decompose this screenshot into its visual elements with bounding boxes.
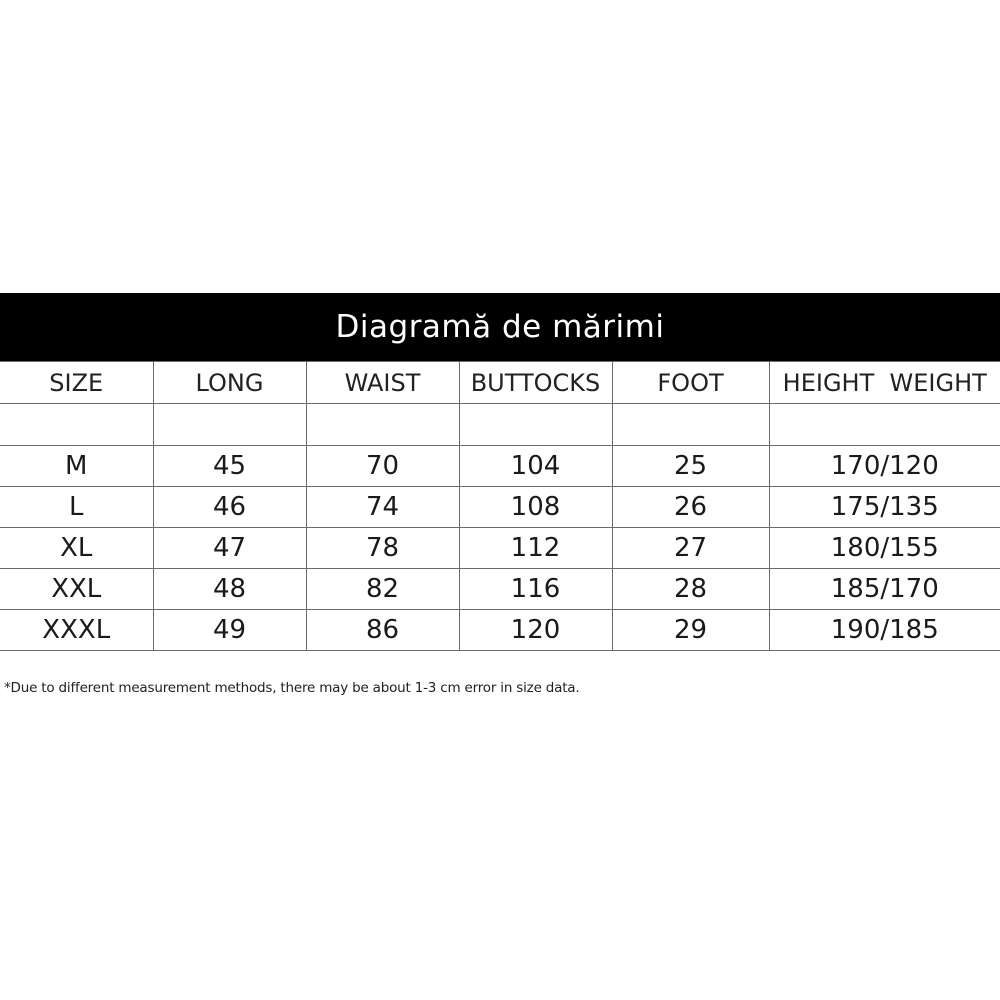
table-cell-long: 46 — [153, 487, 306, 528]
measurement-note: *Due to different measurement methods, there may be about 1-3 cm error in size data. — [4, 680, 580, 696]
column-header-waist: WAIST — [306, 362, 459, 404]
column-header-buttocks: BUTTOCKS — [459, 362, 612, 404]
table-row — [0, 610, 1000, 651]
table-cell — [769, 404, 1000, 446]
table-cell-waist: 70 — [306, 446, 459, 487]
table-cell-foot: 26 — [612, 487, 769, 528]
table-cell-buttocks: 116 — [459, 569, 612, 610]
column-header-long: LONG — [153, 362, 306, 404]
size-chart — [0, 293, 1000, 651]
table-cell-long: 47 — [153, 528, 306, 569]
size-chart-title: Diagramă de mărimi — [0, 293, 1000, 361]
table-cell-waist: 78 — [306, 528, 459, 569]
column-header-height-weight: HEIGHT WEIGHT — [769, 362, 1000, 404]
table-cell-long: 45 — [153, 446, 306, 487]
table-cell-size: L — [0, 487, 153, 528]
table-cell-size: M — [0, 446, 153, 487]
table-cell — [153, 404, 306, 446]
table-cell-buttocks: 104 — [459, 446, 612, 487]
table-spacer-row — [0, 404, 1000, 446]
table-cell — [459, 404, 612, 446]
table-cell-foot: 27 — [612, 528, 769, 569]
table-cell-height-weight: 190/185 — [769, 610, 1000, 651]
table-cell — [612, 404, 769, 446]
table-cell-buttocks: 120 — [459, 610, 612, 651]
table-cell-waist: 86 — [306, 610, 459, 651]
table-cell-height-weight: 180/155 — [769, 528, 1000, 569]
table-cell-height-weight: 170/120 — [769, 446, 1000, 487]
table-cell-height-weight: 185/170 — [769, 569, 1000, 610]
table-cell-foot: 28 — [612, 569, 769, 610]
table-cell-foot: 29 — [612, 610, 769, 651]
table-cell-height-weight: 175/135 — [769, 487, 1000, 528]
table-header-row — [0, 362, 1000, 404]
column-header-size: SIZE — [0, 362, 153, 404]
size-table — [0, 361, 1000, 651]
table-cell-long: 48 — [153, 569, 306, 610]
table-row — [0, 487, 1000, 528]
table-row — [0, 446, 1000, 487]
table-cell-size: XXXL — [0, 610, 153, 651]
table-cell-size: XL — [0, 528, 153, 569]
table-cell-long: 49 — [153, 610, 306, 651]
table-cell-waist: 82 — [306, 569, 459, 610]
table-row — [0, 569, 1000, 610]
table-cell — [306, 404, 459, 446]
table-row — [0, 528, 1000, 569]
column-header-foot: FOOT — [612, 362, 769, 404]
table-cell-buttocks: 108 — [459, 487, 612, 528]
table-cell-size: XXL — [0, 569, 153, 610]
table-cell — [0, 404, 153, 446]
table-cell-foot: 25 — [612, 446, 769, 487]
table-cell-buttocks: 112 — [459, 528, 612, 569]
table-cell-waist: 74 — [306, 487, 459, 528]
